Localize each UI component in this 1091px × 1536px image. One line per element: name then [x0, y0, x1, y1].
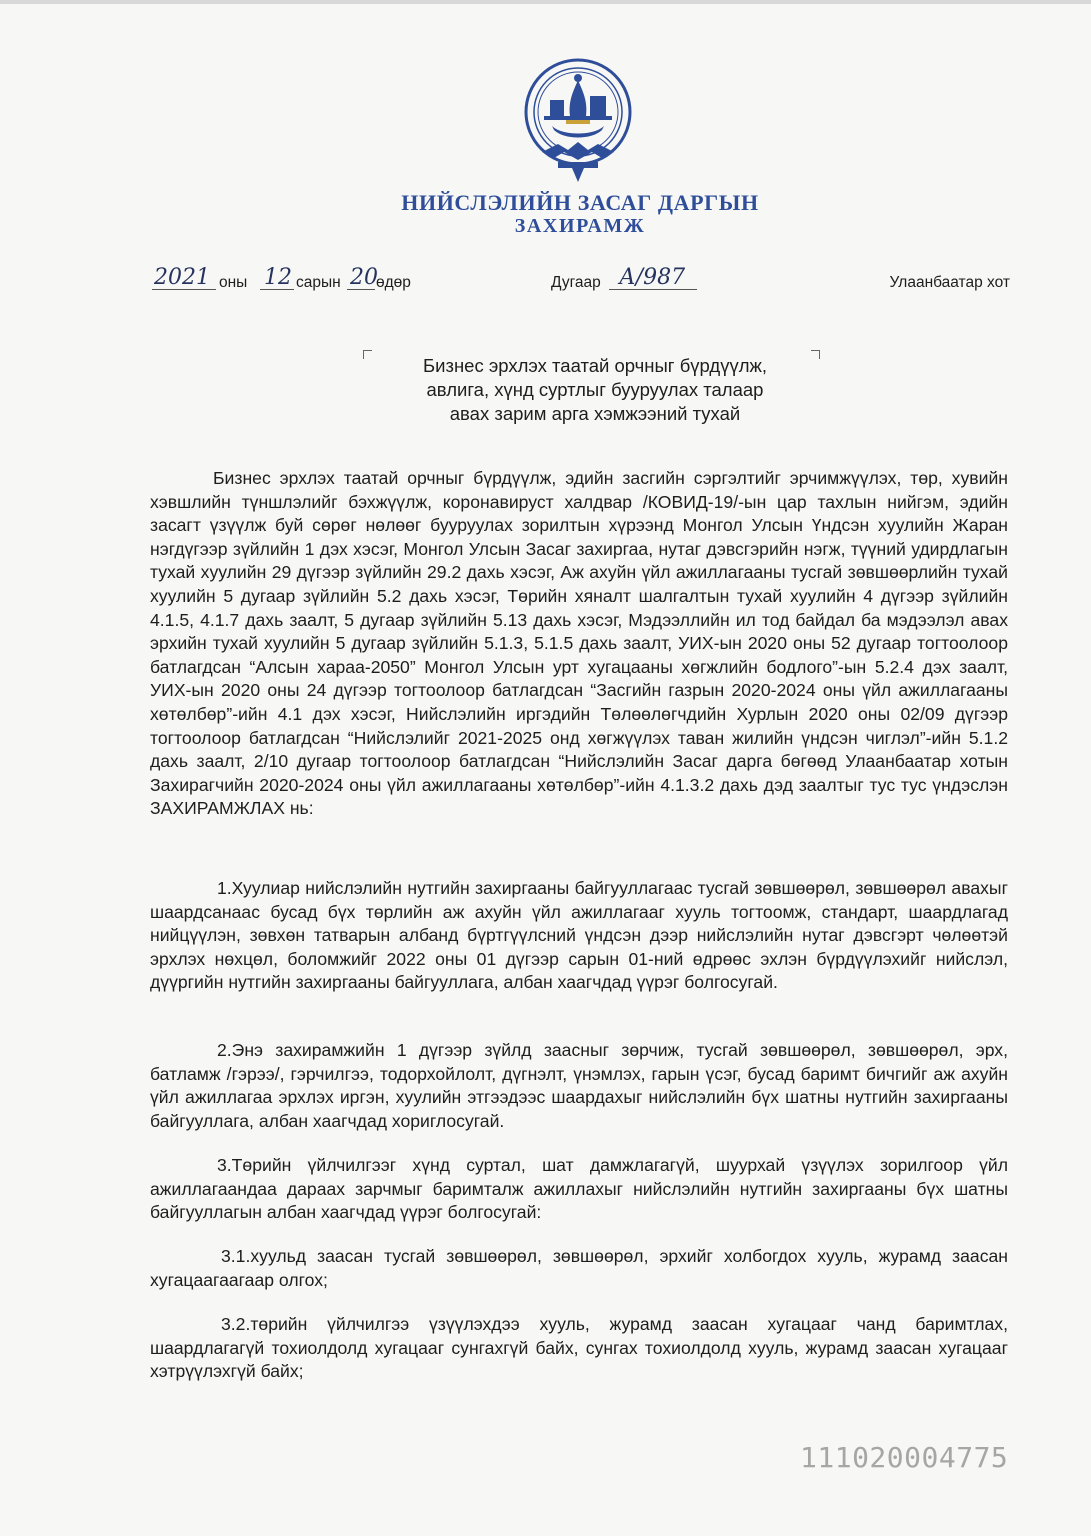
- subject-line: авах зарим арга хэмжээний тухай: [449, 403, 741, 424]
- date-line: [150, 260, 450, 300]
- page-top-edge: [0, 0, 1091, 4]
- subject-line: Бизнес эрхлэх таатай орчныг бүрдүүлж,: [422, 355, 768, 376]
- clause-2: 2.Энэ захирамжийн 1 дүгээр зүйлд заасныг зөрчиж, тусгай зөвшөөрөл, зөвшөөрөл, эрх, батламж /гэрээ/, гэрчилгээ, тодорхойлолт, дүгнэлт, үнэмлэх, гарын үсэг, бусад баримт бичгийг аж ахуйн үйл ажиллагаа эрхлэх иргэн, хуулийн этгээдээс шаардахыг нийслэлийн бүх шатны нутгийн захиргааны байгууллага, албан хаагчдад хориглосугай.: [150, 1040, 1008, 1131]
- number-label: Дугаар: [551, 274, 601, 291]
- place-line: [870, 260, 1010, 300]
- document-type: ЗАХИРАМЖ: [514, 215, 646, 237]
- subject-line: авлига, хүнд суртлыг бууруулах талаар: [426, 379, 764, 400]
- subject-corner-right: [811, 350, 820, 359]
- day-label: өдөр: [376, 274, 411, 291]
- year-label: оны: [219, 274, 248, 291]
- clause-3-1: 3.1.хуульд заасан тусгай зөвшөөрөл, зөвшөөрөл, эрхийг холбогдох хууль, журамд заасан хугацаагаагаар олгох;: [150, 1246, 1008, 1290]
- preamble-paragraph: Бизнес эрхлэх таатай орчныг бүрдүүлж, эдийн засгийн сэргэлтийг эрчимжүүлэх, төр, хувийн хэвшлийн түншлэлийг бэхжүүлж, коронавируст халдвар /КОВИД-19/-ын цар тахлын нийгэм, эдийн засагт үзүүлж буй сөрөг нөлөөг бууруулах зорилтын хүрээнд Монгол Улсын Үндсэн хуулийн Жаран нэгдүгээр зүйлийн 1 дэх хэсэг, Монгол Улсын Засаг захиргаа, нутаг дэвсгэрийн нэгж, түүний удирдлагын тухай хуулийн 29 дүгээр зүйлийн 29.2 дахь хэсэг, Аж ахуйн үйл ажиллагааны тусгай зөвшөөрлийн тухай хуулийн 5 дугаар зүйлийн 5.2 дахь хэсэг, Төрийн хяналт шалгалтын тухай хуулийн 4 дүгээр зүйлийн 4.1.5, 4.1.7 дахь заалт, 5 дугаар зүйлийн 5.13 дахь хэсэг, Мэдээллийн ил тод байдал ба мэдээлэл авах эрхийн тухай хуулийн 5 дугаар зүйлийн 5.1.3, 5.1.5 дахь заалт, УИХ-ын 2020 оны 52 дугаар тогтоолоор батлагдсан “Алсын хараа-2050” Монгол Улсын урт хугацааны хөгжлийн бодлого”-ын 5.2.4 дэх заалт, УИХ-ын 2020 оны 24 дүгээр тогтоолоор батлагдсан “Засгийн газрын 2020-2024 оны үйл ажиллагааны хөтөлбөр”-ийн 4.1 дэх хэсэг, Нийслэлийн иргэдийн Төлөөлөгчдийн Хурлын 2020 оны 02/09 дүгээр тогтоолоор батлагдсан “Нийслэлийг 2021-2025 онд хөгжүүлэх таван жилийн үндсэн чиглэл”-ийн 5.1.2 дахь заалт, 2/10 дугаар тогтоолоор батлагдсан “Нийслэлийн Засаг дарга бөгөөд Улаанбаатар хотын Захирагчийн 2020-2024 оны үйл ажиллагааны хөтөлбөр”-ийн 4.1.3.2 дахь дэд заалтыг тус тус үндэслэн ЗАХИРАМЖЛАХ нь:: [150, 468, 1008, 819]
- clause-3-2: 3.2.төрийн үйлчилгээ үзүүлэхдээ хууль, журамд заасан хугацааг чанд баримтлах, шаардлагагүй тохиолдолд хугацааг сунгахгүй байх, сунгах тохиолдолд хууль, журамд заасан хугацааг хэтрүүлэхгүй байх;: [150, 1314, 1008, 1382]
- month-label: сарын: [296, 274, 341, 291]
- clause-3: 3.Төрийн үйлчилгээг хүнд суртал, шат дамжлагагүй, шуурхай үзүүлэх зорилгоор үйл ажиллагаандаа дараах зарчмыг баримталж ажиллахыг нийслэлийн нутгийн захиргааны бүх шатны байгууллагын албан хаагчдад үүрэг болгосугай:: [150, 1155, 1008, 1223]
- document-subject: [380, 354, 810, 426]
- clause-1: 1.Хуулиар нийслэлийн нутгийн захиргааны байгууллагаас тусгай зөвшөөрөл, зөвшөөрөл авахыг шаардсанаас бусад бүх төрлийн аж ахуйн үйл ажиллагааг хууль тогтоомж, стандарт, шаардлагад нийцүүлэн, зөвхөн татварын албанд бүртгүүлсний үндсэн дээр нийслэлийн нутаг дэвсгэрт чөлөөтэй эрхлэх нөхцөл, боломжийг 2022 оны 01 дүгээр сарын 01-ний өдрөөс эхлэн бүрдүүлэхийг нийслэл, дүүргийн нутгийн захиргааны байгууллага, албан хаагчдад үүрэг болгосугай.: [150, 878, 1008, 993]
- state-emblem-icon: [522, 56, 634, 188]
- year-value: 2021: [154, 265, 210, 290]
- issuer-title: НИЙСЛЭЛИЙН ЗАСАГ ДАРГЫН: [401, 190, 759, 215]
- number-value: А/987: [619, 265, 686, 290]
- day-value: 20: [350, 265, 378, 290]
- subject-corner-left: [363, 350, 372, 359]
- place-label: Улаанбаатар хот: [889, 274, 1010, 291]
- serial-number: 111020004775: [800, 1441, 1009, 1474]
- month-value: 12: [264, 265, 292, 290]
- number-line: [551, 260, 751, 300]
